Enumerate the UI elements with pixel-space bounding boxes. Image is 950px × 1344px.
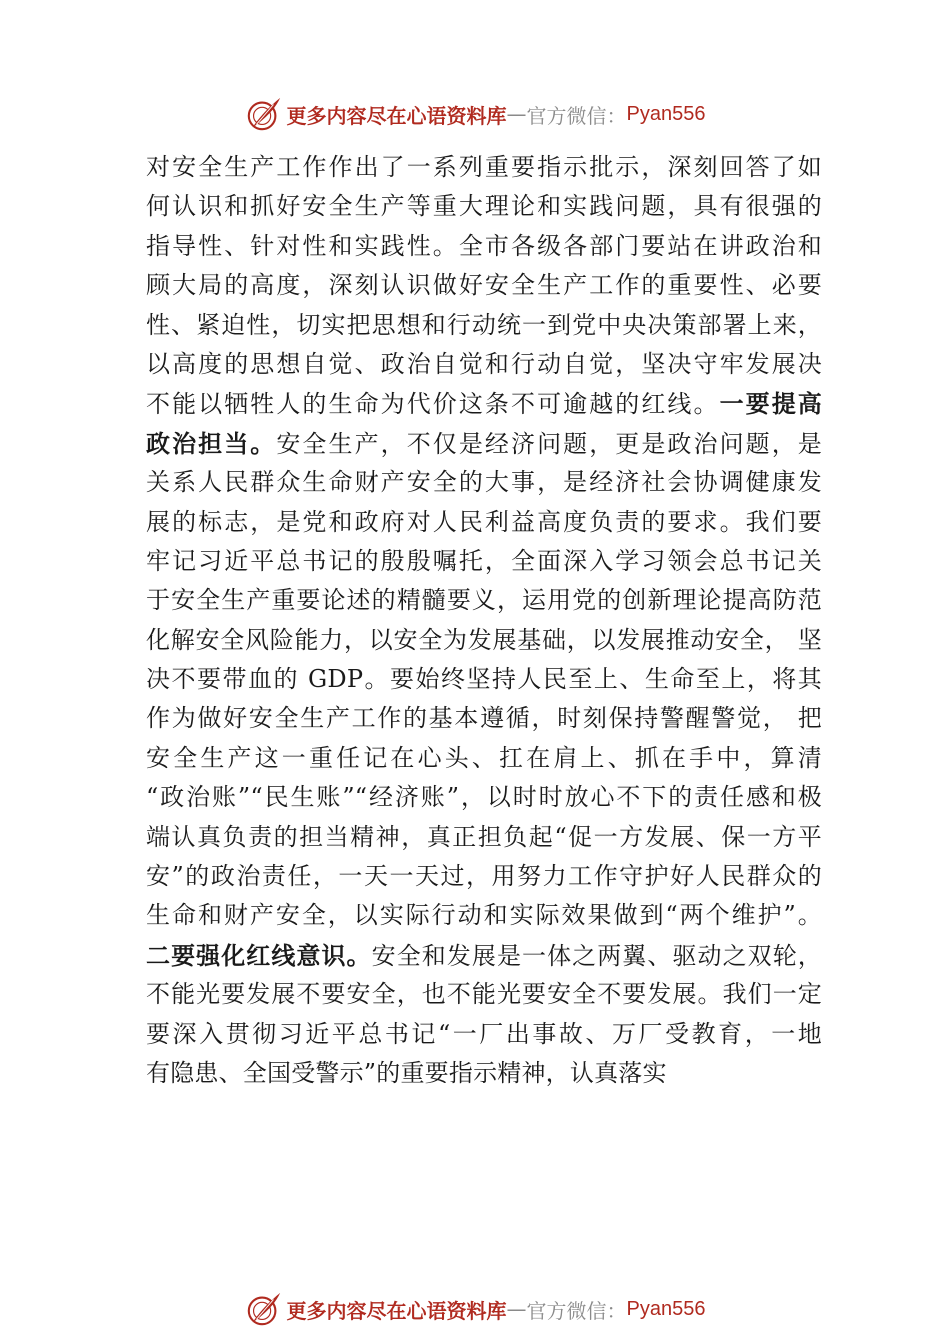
footer-wechat-id: Pyan556 xyxy=(626,1297,706,1320)
body-line xyxy=(146,936,822,975)
body-line xyxy=(146,306,822,345)
header-brand-text: 更多内容尽在心语资料库 xyxy=(286,103,507,128)
body-line xyxy=(146,778,822,817)
body-text-segment: 性、紧迫性，切实把思想和行动统一到党中央决策部署上来， xyxy=(146,310,822,339)
body-line xyxy=(146,463,822,502)
bold-heading-text: 政治担当。 xyxy=(146,428,277,458)
body-line xyxy=(146,699,822,738)
body-text-segment: 关系人民群众生命财产安全的大事，是经济社会协调健康发 xyxy=(146,468,822,497)
body-text-segment: 顾大局的高度，深刻认识做好安全生产工作的重要性、必要 xyxy=(146,271,822,300)
bold-heading-text: 二要强化红线意识。 xyxy=(146,940,372,970)
body-text-segment: 安全生产，不仅是经济问题，更是政治问题，是 xyxy=(276,429,822,458)
footer-watermark xyxy=(0,1287,950,1331)
body-text-segment: 安全和发展是一体之两翼、驱动之双轮， xyxy=(371,941,822,970)
body-text-segment: 化解安全风险能力，以安全为发展基础，以发展推动安全， 坚 xyxy=(146,625,822,654)
body-text-segment: 牢记习近平总书记的殷殷嘱托，全面深入学习领会总书记关 xyxy=(146,546,822,575)
body-line xyxy=(146,187,822,226)
footer-wechat-label: 官方微信： xyxy=(526,1298,627,1323)
body-text-segment: 生命和财产安全，以实际行动和实际效果做到“两个维护”。 xyxy=(146,901,822,930)
header-watermark xyxy=(0,92,950,136)
footer-brand-text: 更多内容尽在心语资料库 xyxy=(286,1298,507,1323)
quill-seal-icon xyxy=(245,1290,283,1328)
body-line xyxy=(146,384,822,423)
bold-heading-text: 一要提高 xyxy=(719,389,822,419)
body-text-segment: 不能光要发展不要安全，也不能光要安全不要发展。我们一定 xyxy=(146,980,822,1009)
body-line xyxy=(146,739,822,778)
body-line xyxy=(146,227,822,266)
body-text-segment: 端认真负责的担当精神，真正担负起“促一方发展、保一方平 xyxy=(146,822,822,851)
document-body xyxy=(146,148,822,1093)
body-line xyxy=(146,818,822,857)
body-text-segment: “政治账”“民生账”“经济账”，以时时放心不下的责任感和极 xyxy=(146,783,822,812)
footer-separator: — xyxy=(506,1297,527,1321)
body-text-segment: 何认识和抓好安全生产等重大理论和实践问题，具有很强的 xyxy=(146,192,822,221)
body-line xyxy=(146,896,822,935)
quill-seal-icon xyxy=(245,95,283,133)
body-line xyxy=(146,542,822,581)
body-line xyxy=(146,857,822,896)
body-text-segment: 有隐患、全国受警示”的重要指示精神，认真落实 xyxy=(146,1058,667,1087)
header-separator: — xyxy=(506,102,527,126)
body-line xyxy=(146,503,822,542)
body-line xyxy=(146,581,822,620)
body-text-segment: 于安全生产重要论述的精髓要义，运用党的创新理论提高防范 xyxy=(146,586,822,615)
body-line xyxy=(146,621,822,660)
body-line xyxy=(146,660,822,699)
body-text-segment: 指导性、针对性和实践性。全市各级各部门要站在讲政治和 xyxy=(146,231,822,260)
header-wechat-label: 官方微信： xyxy=(526,103,627,128)
body-line xyxy=(146,1054,822,1093)
body-line xyxy=(146,345,822,384)
body-text-segment: 展的标志，是党和政府对人民利益高度负责的要求。我们要 xyxy=(146,507,822,536)
body-line xyxy=(146,424,822,463)
body-line xyxy=(146,148,822,187)
body-text-segment: 以高度的思想自觉、政治自觉和行动自觉，坚决守牢发展决 xyxy=(146,349,822,378)
body-text-segment: 对安全生产工作作出了一系列重要指示批示，深刻回答了如 xyxy=(146,153,822,181)
body-text-segment: 作为做好安全生产工作的基本遵循，时刻保持警醒警觉， 把 xyxy=(146,704,822,733)
body-line xyxy=(146,975,822,1014)
body-text-segment: 决不要带血的 GDP。要始终坚持人民至上、生命至上，将其 xyxy=(146,665,822,694)
body-text-segment: 安”的政治责任，一天一天过，用努力工作守护好人民群众的 xyxy=(146,862,822,891)
body-text-segment: 不能以牺牲人的生命为代价这条不可逾越的红线。 xyxy=(146,390,720,419)
body-line xyxy=(146,1015,822,1054)
body-text-segment: 要深入贯彻习近平总书记“一厂出事故、万厂受教育，一地 xyxy=(146,1019,822,1048)
header-wechat-id: Pyan556 xyxy=(626,102,706,125)
body-line xyxy=(146,266,822,305)
body-text-segment: 安全生产这一重任记在心头、扛在肩上、抓在手中，算清 xyxy=(146,743,822,772)
